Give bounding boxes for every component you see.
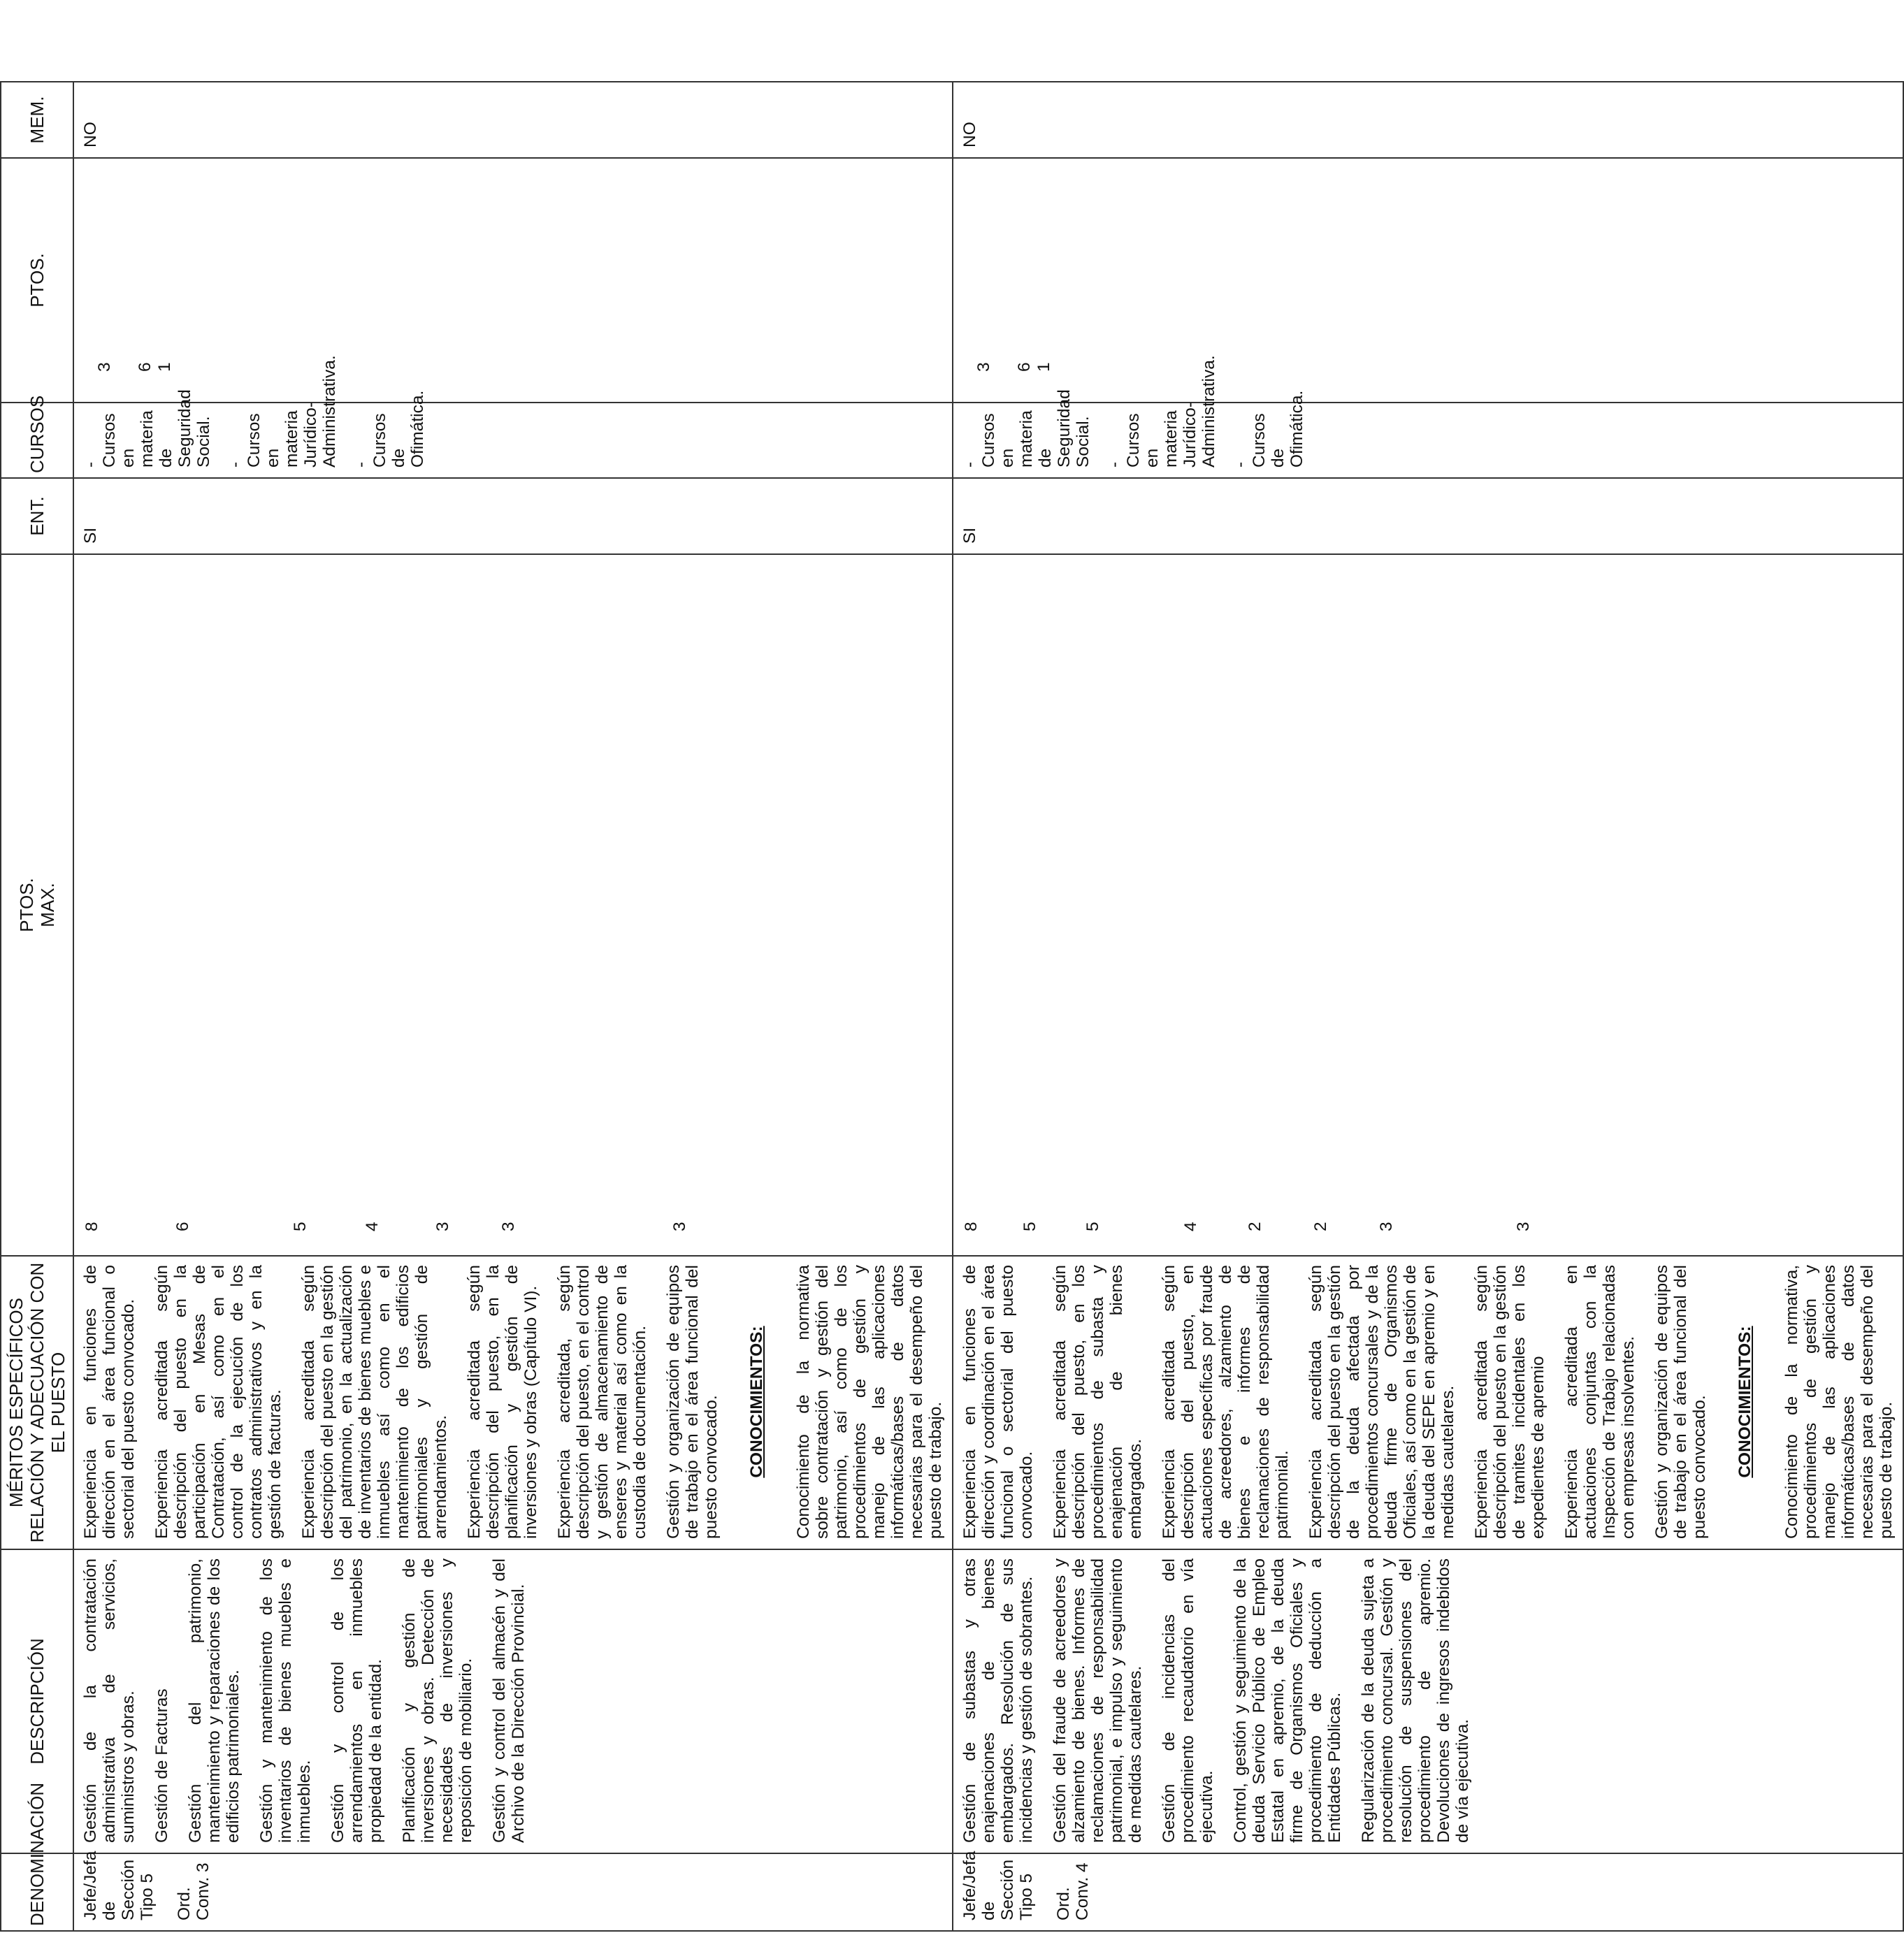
ent-cell <box>953 478 1903 554</box>
ptos-max-cell <box>953 554 1903 1256</box>
ptos-value: 3 <box>974 362 993 372</box>
merito-item: Experiencia en funciones de dirección en el área funcional o sectorial del puesto convocado. <box>81 1265 138 1539</box>
descripcion-item: Gestión de subastas y otras enajenaciones de bienes embargados. Resolución de sus incidencias y gestión de sobrantes. <box>960 1558 1036 1843</box>
ent-cell <box>73 478 953 554</box>
ptos-value: 3 <box>95 362 114 372</box>
header-cursos: CURSOS <box>1 403 73 478</box>
descripcion-item: Gestión de incidencias del procedimiento recaudatorio en vía ejecutiva. <box>1160 1558 1216 1843</box>
denominacion-text: Jefe/Jefa de Sección Tipo 5 <box>81 1851 157 1920</box>
mem-cell <box>73 82 953 158</box>
descripcion-item: Gestión de la contratación administrativa de servicios, suministros y obras. <box>81 1558 138 1843</box>
ptos-max-value: 5 <box>1083 1222 1102 1231</box>
descripcion-item: Gestión del patrimonio, mantenimiento y reparaciones de los edificios patrimoniales. <box>186 1558 243 1843</box>
header-ptos-max-line2: MAX. <box>37 883 58 927</box>
merito-item: Gestión y organización de equipos de trabajo en el área funcional del puesto convocado. <box>1652 1265 1709 1539</box>
conocimientos-text: Conocimiento de la normativa sobre contratación y gestión del patrimonio, así como de los procedimientos de gestión y manejo de las aplicaciones informáticas/bases de datos necesarias para el desempeño del puesto de trabajo. <box>794 1265 945 1539</box>
ptos-max-value: 4 <box>363 1222 382 1231</box>
ptos-value: 1 <box>155 362 174 372</box>
ptos-value: 6 <box>1015 362 1034 372</box>
header-ptos-max <box>1 554 73 1256</box>
denominacion-cell <box>953 1853 1903 1931</box>
ptos-max-value: 3 <box>1514 1222 1533 1231</box>
merito-item: Experiencia acreditada según descripción del puesto en la participación en Mesas de Contratación, así como en el control de la ejecución de los contratos administrativos y en la gestión de facturas. <box>152 1265 284 1539</box>
header-meritos-line1: MÉRITOS ESPECÍFICOS <box>6 1298 27 1508</box>
header-ptos-max-line1: PTOS. <box>16 878 37 932</box>
merito-item: Experiencia acreditada en actuaciones conjuntas con la Inspección de Trabajo relacionadas con empresas insolventes. <box>1562 1265 1638 1539</box>
ptos-max-value: 3 <box>499 1222 518 1231</box>
header-mem: MEM. <box>1 82 73 158</box>
conocimientos-title: CONOCIMIENTOS: <box>1736 1326 1754 1478</box>
merito-item: Experiencia acreditada, según descripción del puesto, en el control y gestión de almacenamiento de enseres y material así como en la custodia de documentación. <box>555 1265 649 1539</box>
merito-item: Experiencia en funciones de dirección y coordinación en el área funcional o sectorial del puesto convocado. <box>960 1265 1036 1539</box>
descripcion-item: Gestión y control de los arrendamientos en inmuebles propiedad de la entidad. <box>329 1558 385 1843</box>
header-ent: ENT. <box>1 478 73 554</box>
descripcion-item: Gestión y mantenimiento de los inventarios de bienes muebles e inmuebles. <box>257 1558 314 1843</box>
header-meritos-line2: RELACIÓN Y ADECUACIÓN CON EL PUESTO <box>27 1262 68 1543</box>
descripcion-cell <box>953 1549 1903 1853</box>
curso-item: -Cursos de Ofimática. <box>352 390 427 468</box>
mem-value: NO <box>960 122 979 147</box>
merito-item: Experiencia acreditada según descripción del puesto en la gestión del patrimonio, en la actualización de inventarios de bienes muebles e inmuebles así como en el mantenimiento de los edificios patrimoniales y gestión de arrendamientos. <box>299 1265 450 1539</box>
merito-item: Experiencia acreditada según descripción del puesto en la gestión de tramites incidentales en los expedientes de apremio <box>1472 1265 1548 1539</box>
ptos-cell <box>73 158 953 403</box>
merito-item: Gestión y organización de equipos de trabajo en el área funcional del puesto convocado. <box>664 1265 721 1539</box>
descripcion-item: Gestión y control del almacén y del Archivo de la Dirección Provincial. <box>490 1558 528 1843</box>
ptos-max-value: 2 <box>1311 1222 1330 1231</box>
ord-conv-text: Ord. Conv. 3 <box>175 1862 212 1920</box>
header-ptos: PTOS. <box>1 158 73 403</box>
curso-item: -Cursos en materia Jurídico-Administrativa. <box>1105 355 1218 468</box>
ptos-value: 1 <box>1034 362 1053 372</box>
descripcion-item: Planificación y gestión de inversiones y obras. Detección de necesidades de inversiones y reposición de mobiliario. <box>400 1558 475 1843</box>
table-header-row <box>1 0 73 1931</box>
header-descripcion: DESCRIPCIÓN <box>1 1549 73 1853</box>
ptos-max-value: 4 <box>1181 1222 1200 1231</box>
mem-cell <box>953 82 1903 158</box>
ord-conv-text: Ord. Conv. 4 <box>1054 1862 1092 1920</box>
ptos-max-value: 6 <box>173 1222 192 1231</box>
ptos-max-value: 5 <box>1020 1222 1039 1231</box>
header-denominacion: DENOMINACIÓN <box>1 1853 73 1931</box>
ent-value: SI <box>960 527 979 544</box>
meritos-cell <box>953 1256 1903 1549</box>
descripcion-item: Regularización de la deuda sujeta a procedimiento concursal. Gestión y resolución de suspensiones del procedimiento de apremio. Devoluciones de ingresos indebidos de vía ejecutiva. <box>1359 1558 1472 1843</box>
descripcion-item: Gestión de Facturas <box>152 1688 171 1843</box>
ptos-cell <box>953 158 1903 403</box>
mem-value: NO <box>81 122 100 147</box>
merito-item: Experiencia acreditada según descripción del puesto, en actuaciones específicas por fraude de acreedores, alzamiento de bienes e informes de reclamaciones de responsabilidad patrimonial. <box>1160 1265 1292 1539</box>
denominacion-text: Jefe/Jefa de Sección Tipo 5 <box>960 1851 1036 1920</box>
ptos-max-value: 2 <box>1246 1222 1264 1231</box>
ptos-value: 6 <box>136 362 154 372</box>
ptos-max-value: 3 <box>670 1222 689 1231</box>
denominacion-cell <box>73 1853 953 1931</box>
cursos-cell <box>953 355 1903 478</box>
header-meritos <box>1 1256 73 1549</box>
merito-item: Experiencia acreditada según descripción del puesto, en la planificación y gestión de inversiones y obras (Capítulo VI). <box>465 1265 540 1539</box>
conocimientos-text: Conocimiento de la normativa, procedimientos de gestión y manejo de las aplicaciones informáticas/bases de datos necesarias para el desempeño del puesto de trabajo. <box>1782 1265 1896 1539</box>
merito-item: Experiencia acreditada según descripción del puesto, en los procedimientos de subasta y enajenación de bienes embargados. <box>1051 1265 1145 1539</box>
curso-item: -Cursos en materia de Seguridad Social. <box>81 389 213 468</box>
ptos-max-value: 8 <box>962 1222 981 1231</box>
ptos-max-cell <box>73 554 953 1256</box>
curso-item: -Cursos de Ofimática. <box>1231 390 1306 468</box>
ent-value: SI <box>81 527 100 544</box>
table-row <box>953 0 1903 1931</box>
ptos-max-value: 5 <box>291 1222 310 1231</box>
descripcion-item: Gestión del fraude de acreedores y alzamiento de bienes. Informes de reclamaciones de responsabilidad patrimonial, e impulso y seguimiento de medidas cautelares. <box>1051 1558 1145 1843</box>
merito-item: Experiencia acreditada según descripción del puesto en la gestión de la deuda afectada por procedimientos concursales y de la deuda firme de Organismos Oficiales, así como en la gestión de la deuda del SEPE en apremio y en medidas cautelares. <box>1306 1265 1457 1539</box>
descripcion-item: Control, gestión y seguimiento de la deuda Servicio Público de Empleo Estatal en apremio, de la deuda firme de Organismos Oficiales y procedimiento de deducción a Entidades Públicas. <box>1231 1558 1344 1843</box>
cursos-cell <box>73 355 953 478</box>
table-row <box>73 0 953 1931</box>
ptos-max-value: 3 <box>1377 1222 1396 1231</box>
ptos-max-value: 3 <box>433 1222 452 1231</box>
curso-item: -Cursos en materia Jurídico-Administrativa. <box>226 355 339 468</box>
conocimientos-title: CONOCIMIENTOS: <box>747 1326 766 1478</box>
ptos-max-value: 8 <box>82 1222 101 1231</box>
meritos-cell <box>73 1256 953 1549</box>
curso-item: -Cursos en materia de Seguridad Social. <box>960 389 1092 468</box>
descripcion-cell <box>73 1549 953 1853</box>
